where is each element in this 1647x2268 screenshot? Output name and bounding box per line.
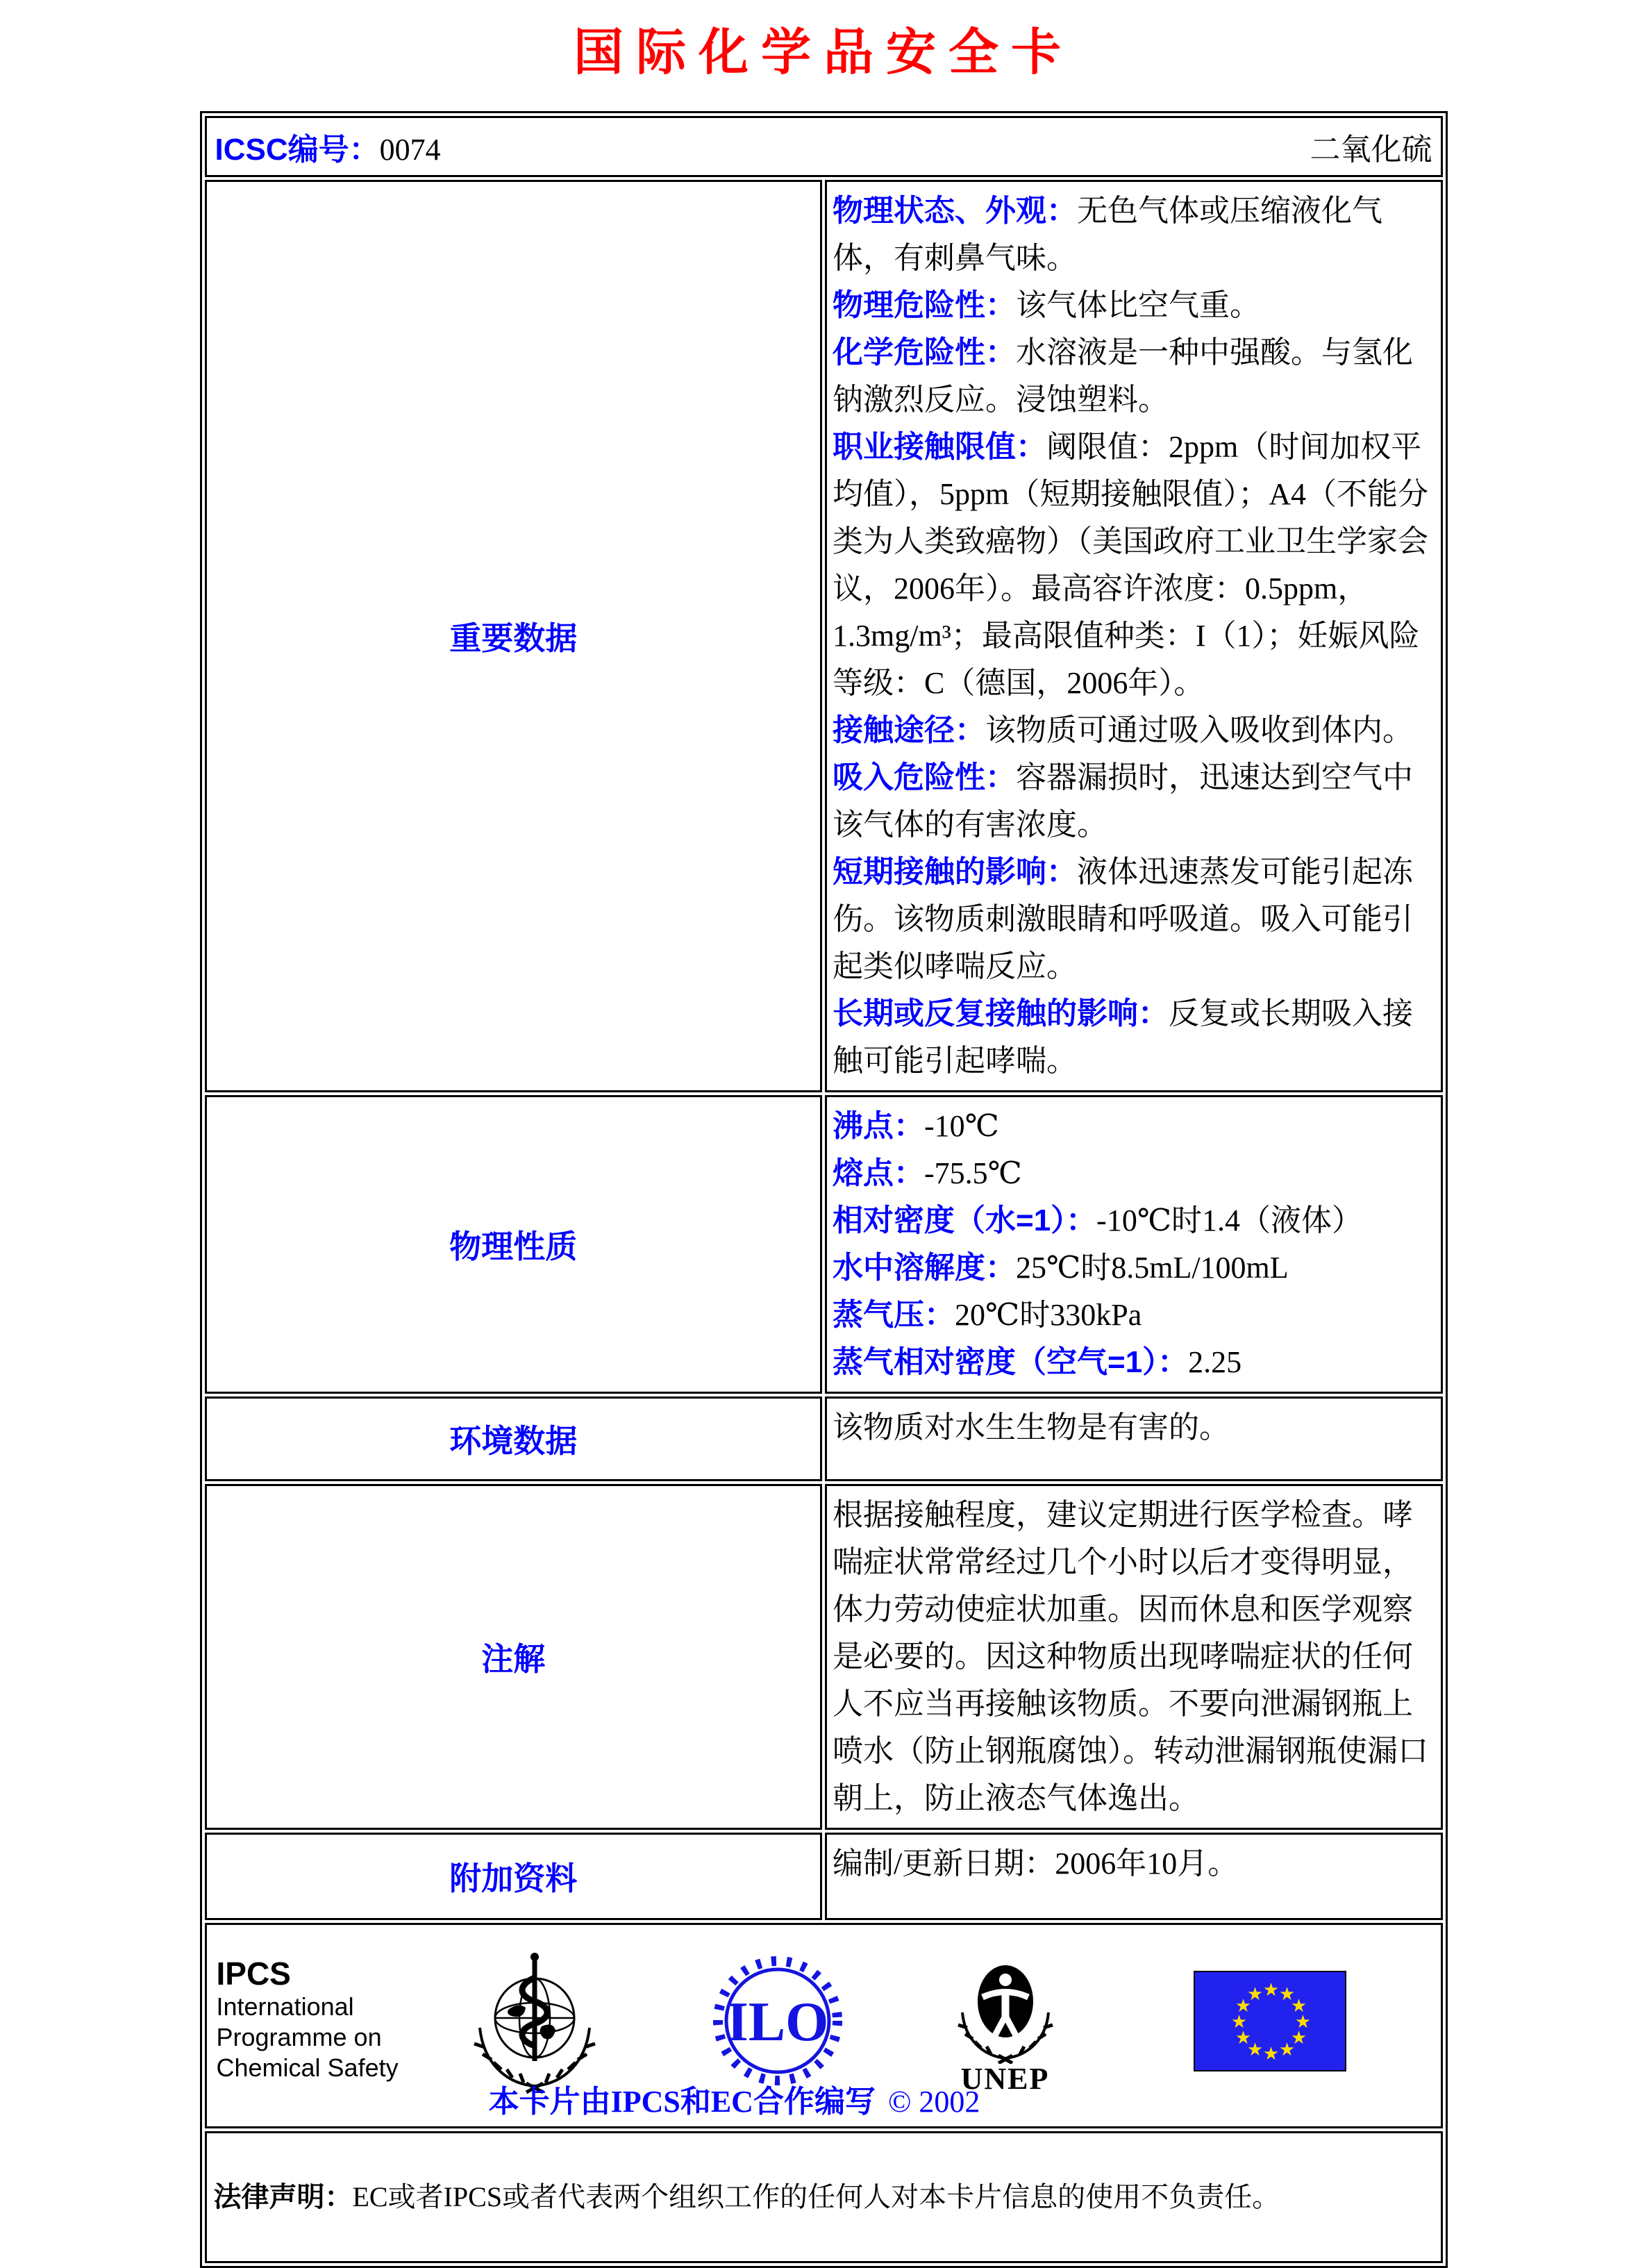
ipcs-line: International xyxy=(216,1992,354,2021)
icsc-card-table xyxy=(200,111,1448,2268)
section-content-notes xyxy=(825,1484,1443,1830)
field-line xyxy=(833,1244,1434,1292)
field-text: 20℃时330kPa xyxy=(955,1298,1142,1332)
field-text: 水溶液是一种中强酸。与氢化钠激烈反应。浸蚀塑料。 xyxy=(833,335,1413,417)
eu-star-icon: ★ xyxy=(1294,2012,1312,2033)
field-text: 2.25 xyxy=(1188,1345,1242,1379)
field-text: 该物质对水生生物是有害的。 xyxy=(833,1410,1230,1444)
field-line xyxy=(833,990,1434,1085)
section-content-environmental-data xyxy=(825,1396,1443,1481)
eu-star-icon: ★ xyxy=(1278,2040,1296,2060)
field-label: 蒸气压： xyxy=(833,1298,955,1332)
header-row xyxy=(205,116,1443,177)
caption-text: 本卡片由IPCS和EC合作编写 xyxy=(488,2085,876,2119)
field-label: 短期接触的影响： xyxy=(833,855,1077,889)
eu-star-icon: ★ xyxy=(1290,2028,1307,2049)
eu-star-icon: ★ xyxy=(1230,2012,1248,2033)
field-label: 职业接触限值： xyxy=(833,430,1046,464)
copyright: © 2002 xyxy=(887,2085,980,2119)
section-row-notes xyxy=(205,1484,1443,1830)
eu-star-icon: ★ xyxy=(1235,1996,1252,2017)
field-text: 编制/更新日期：2006年10月。 xyxy=(833,1846,1239,1881)
field-text: 容器漏损时，迅速达到空气中该气体的有害浓度。 xyxy=(833,760,1413,842)
section-row-additional-info xyxy=(205,1833,1443,1920)
field-label: 相对密度（水=1）： xyxy=(833,1203,1097,1237)
field-line xyxy=(833,1150,1434,1197)
field-label: 吸入危险性： xyxy=(833,760,1016,794)
field-line xyxy=(833,1197,1434,1244)
legal-label: 法律声明： xyxy=(213,2182,353,2212)
field-line xyxy=(833,187,1434,282)
section-label-physical-properties: 物理性质 xyxy=(205,1095,823,1394)
section-content-important-data xyxy=(825,180,1443,1092)
ilo-letters: ILO xyxy=(726,1992,828,2053)
field-text: -10℃ xyxy=(924,1109,999,1143)
unep-label: UNEP xyxy=(960,2062,1050,2096)
field-line xyxy=(833,1292,1434,1339)
field-text: 阈限值：2ppm（时间加权平均值），5ppm（短期接触限值）；A4（不能分类为人类致癌物）（美国政府工业卫生学家会议，2006年）。最高容许浓度：0.5ppm，1.3mg/m³；最高限值种类：I（1）；妊娠风险等级：C（德国，2006年）。 xyxy=(833,430,1428,700)
icsc-number-value: 0074 xyxy=(379,133,441,167)
field-label: 水中溶解度： xyxy=(833,1251,1016,1285)
field-line xyxy=(833,424,1434,707)
field-line xyxy=(833,1103,1434,1150)
logos-row xyxy=(205,1923,1443,2128)
icsc-number xyxy=(215,124,441,169)
section-content-physical-properties xyxy=(825,1095,1443,1394)
field-label: 长期或反复接触的影响： xyxy=(833,997,1169,1031)
section-label-notes: 注解 xyxy=(205,1484,823,1830)
eu-star-icon: ★ xyxy=(1278,1984,1296,2005)
eu-star-icon: ★ xyxy=(1262,1980,1280,2001)
unep-logo-icon xyxy=(937,1947,1073,2095)
field-text: 根据接触程度，建议定期进行医学检查。哮喘症状常常经过几个小时以后才变得明显，体力劳动使症状加重。因而休息和医学观察是必要的。因这种物质出现哮喘症状的任何人不应当再接触该物质。不要向泄漏钢瓶上喷水（防止钢瓶腐蚀）。转动泄漏钢瓶使漏口朝上，防止液态气体逸出。 xyxy=(833,1498,1428,1815)
legal-row xyxy=(205,2131,1443,2263)
field-text: 液体迅速蒸发可能引起冻伤。该物质刺激眼睛和呼吸道。吸入可能引起类似哮喘反应。 xyxy=(833,855,1413,983)
field-label: 化学危险性： xyxy=(833,335,1016,369)
section-row-environmental-data xyxy=(205,1396,1443,1481)
field-text: -75.5℃ xyxy=(924,1156,1022,1190)
ipcs-acronym: IPCS xyxy=(216,1956,291,1992)
field-line xyxy=(833,754,1434,849)
legal-cell xyxy=(205,2131,1443,2263)
field-line xyxy=(833,282,1434,329)
field-line xyxy=(833,849,1434,990)
card-caption xyxy=(332,2076,1137,2121)
field-line xyxy=(833,707,1434,754)
field-text: 反复或长期吸入接触可能引起哮喘。 xyxy=(833,997,1413,1078)
ipcs-line: Chemical Safety xyxy=(216,2053,399,2082)
field-text: -10℃时1.4（液体） xyxy=(1096,1203,1363,1237)
eu-star-icon: ★ xyxy=(1246,2040,1264,2060)
field-text: 该物质可通过吸入吸收到体内。 xyxy=(985,713,1413,747)
eu-star-icon: ★ xyxy=(1262,2044,1280,2065)
section-label-additional-info: 附加资料 xyxy=(205,1833,823,1920)
legal-text: EC或者IPCS或者代表两个组织工作的任何人对本卡片信息的使用不负责任。 xyxy=(352,2181,1280,2212)
field-label: 蒸气相对密度（空气=1）： xyxy=(833,1345,1189,1379)
field-line xyxy=(833,329,1434,424)
eu-star-icon: ★ xyxy=(1290,1996,1307,2017)
icsc-page xyxy=(0,24,1647,2240)
ipcs-block xyxy=(217,1956,399,2083)
logos-cell xyxy=(205,1923,1443,2128)
section-row-important-data xyxy=(205,180,1443,1092)
ilo-logo-icon xyxy=(708,1951,847,2094)
field-label: 沸点： xyxy=(833,1109,924,1143)
eu-star-icon: ★ xyxy=(1235,2028,1252,2049)
section-row-physical-properties xyxy=(205,1095,1443,1394)
section-content-additional-info xyxy=(825,1833,1443,1920)
section-label-important-data: 重要数据 xyxy=(205,180,823,1092)
ipcs-line: Programme on xyxy=(216,2023,382,2051)
field-label: 物理危险性： xyxy=(833,288,1016,322)
field-label: 接触途径： xyxy=(833,713,985,747)
section-label-environmental-data: 环境数据 xyxy=(205,1396,823,1481)
field-line xyxy=(833,1339,1434,1386)
field-text: 25℃时8.5mL/100mL xyxy=(1016,1251,1289,1285)
icsc-number-label: ICSC编号： xyxy=(215,133,380,167)
field-label: 物理状态、外观： xyxy=(833,194,1077,228)
page-title: 国际化学品安全卡 xyxy=(573,25,1073,81)
eu-star-icon: ★ xyxy=(1246,1984,1264,2005)
eu-flag-icon xyxy=(1194,1971,1346,2071)
field-text: 无色气体或压缩液化气体，有刺鼻气味。 xyxy=(833,194,1382,275)
field-label: 熔点： xyxy=(833,1156,924,1190)
chemical-name: 二氧化硫 xyxy=(1310,133,1432,167)
field-text: 该气体比空气重。 xyxy=(1016,288,1260,322)
header-cell xyxy=(205,116,1443,177)
